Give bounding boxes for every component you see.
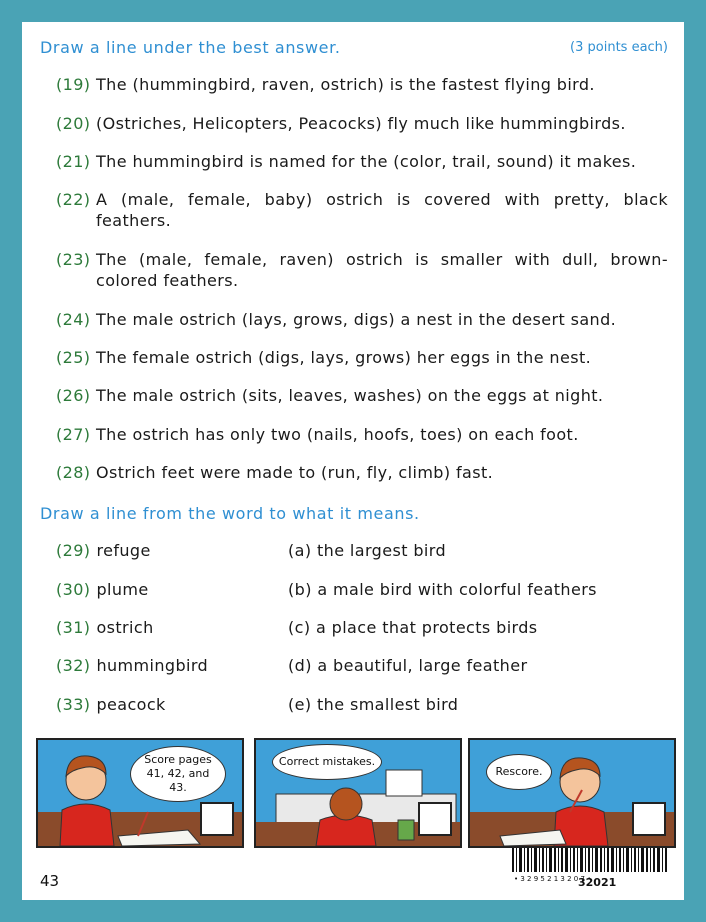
section1-instruction: Draw a line under the best answer. (40, 38, 341, 57)
question-text: The male ostrich (lays, grows, digs) a nest in the desert sand. (96, 310, 617, 329)
question-text: Ostrich feet were made to (run, fly, climb) fast. (96, 463, 494, 482)
checkbox[interactable] (418, 802, 452, 836)
word-number: (29) (56, 541, 91, 560)
match-word-31 (56, 618, 154, 637)
word-number: (31) (56, 618, 91, 637)
question-25 (56, 347, 668, 368)
question-text: The ostrich has only two (nails, hoofs, toes) on each foot. (96, 425, 579, 444)
question-text: The hummingbird is named for the (color, trail, sound) it makes. (96, 152, 637, 171)
question-text: The female ostrich (digs, lays, grows) her eggs in the nest. (96, 348, 592, 367)
question-text: (Ostriches, Helicopters, Peacocks) fly much like hummingbirds. (96, 114, 626, 133)
points-label: (3 points each) (570, 40, 668, 55)
word-text: peacock (96, 695, 166, 714)
comic-panel-score (36, 738, 244, 848)
speech-bubble (272, 744, 382, 780)
word-number: (30) (56, 580, 91, 599)
word-text: refuge (96, 541, 151, 560)
meaning-b: (b) a male bird with colorful feathers (288, 580, 597, 599)
question-23 (56, 249, 668, 291)
question-number: (23) (56, 250, 91, 269)
word-number: (33) (56, 695, 91, 714)
question-19 (56, 74, 668, 95)
word-number: (32) (56, 656, 91, 675)
question-22 (56, 189, 668, 231)
question-text: The (hummingbird, raven, ostrich) is the fastest flying bird. (96, 75, 595, 94)
question-21 (56, 151, 668, 172)
workbook-page (22, 22, 684, 900)
question-number: (26) (56, 386, 91, 405)
bubble-text: Correct mistakes. (278, 755, 376, 768)
question-text: The (male, female, raven) ostrich is smaller with dull, brown-colored feathers. (96, 250, 668, 290)
match-word-29 (56, 541, 151, 560)
speech-bubble (130, 746, 226, 802)
question-number: (28) (56, 463, 91, 482)
question-26 (56, 385, 668, 406)
barcode-digits: • 3 2 9 5 2 1 3 2 0 7 • (514, 875, 592, 883)
match-word-30 (56, 580, 149, 599)
comic-panel-rescore (468, 738, 676, 848)
product-code: 32021 (578, 876, 617, 889)
meaning-a: (a) the largest bird (288, 541, 447, 560)
question-27 (56, 424, 668, 445)
speech-bubble (486, 754, 552, 790)
word-text: hummingbird (96, 656, 209, 675)
meaning-e: (e) the smallest bird (288, 695, 459, 714)
word-text: ostrich (96, 618, 154, 637)
question-text: A (male, female, baby) ostrich is covered with pretty, black feathers. (96, 190, 668, 230)
section2-instruction: Draw a line from the word to what it means. (40, 504, 420, 523)
comic-panel-correct (254, 738, 462, 848)
question-number: (20) (56, 114, 91, 133)
word-text: plume (96, 580, 149, 599)
bubble-text: Score pages 41, 42, and 43. (144, 753, 212, 794)
question-number: (25) (56, 348, 91, 367)
match-word-32 (56, 656, 208, 675)
bubble-text: Rescore. (495, 765, 543, 778)
match-word-33 (56, 695, 166, 714)
question-number: (19) (56, 75, 91, 94)
question-number: (21) (56, 152, 91, 171)
question-number: (24) (56, 310, 91, 329)
checkbox[interactable] (632, 802, 666, 836)
checkbox[interactable] (200, 802, 234, 836)
question-24 (56, 309, 668, 330)
page-number: 43 (40, 872, 60, 890)
question-text: The male ostrich (sits, leaves, washes) on the eggs at night. (96, 386, 604, 405)
meaning-c: (c) a place that protects birds (288, 618, 538, 637)
question-number: (22) (56, 190, 91, 209)
meaning-d: (d) a beautiful, large feather (288, 656, 528, 675)
question-20 (56, 113, 668, 134)
question-number: (27) (56, 425, 91, 444)
question-28 (56, 462, 668, 483)
